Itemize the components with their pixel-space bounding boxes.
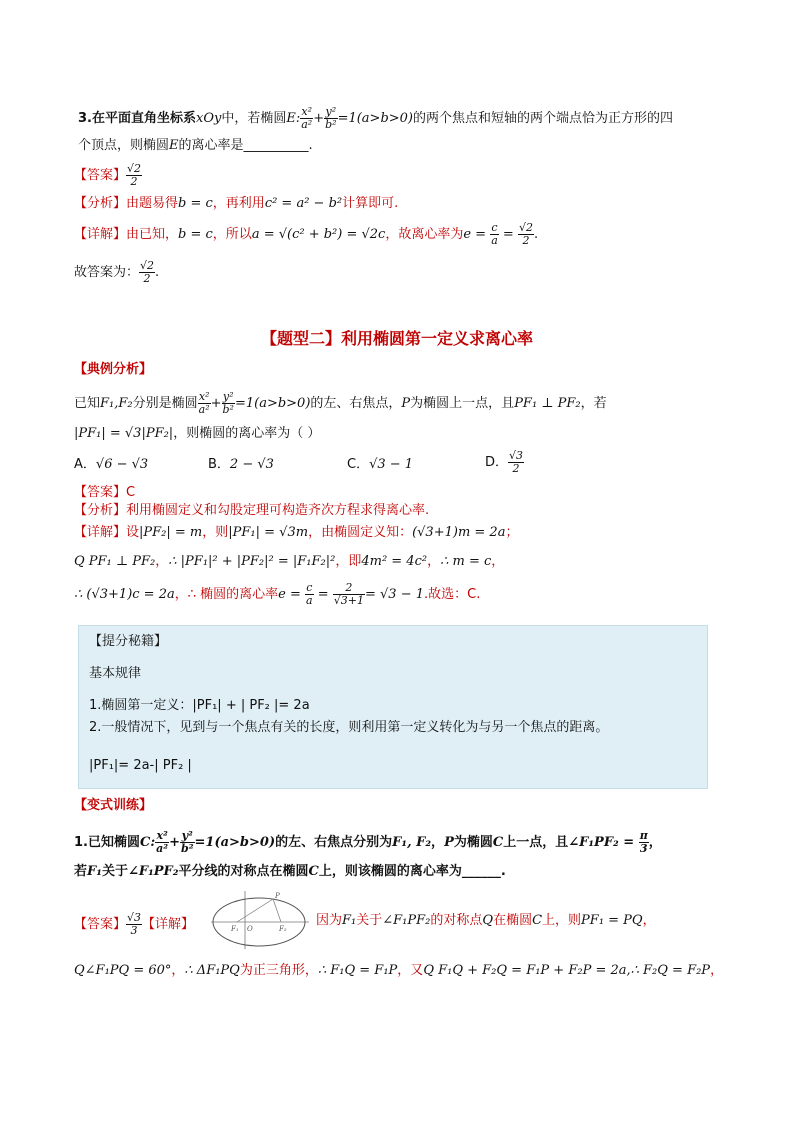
option-label: A． <box>74 457 96 472</box>
variant-eq: ∠F₁PF₂ <box>127 864 179 879</box>
variant-line-2 <box>74 862 506 882</box>
analysis-eq: b = c <box>178 196 213 211</box>
detail-eq: ∴ F₁Q = F₁P <box>317 963 398 978</box>
section-title: 【题型二】利用椭圆第一定义求离心率 <box>260 329 533 348</box>
detail-eq: |PF₂| = m <box>139 525 203 540</box>
variant-eq: F₁, F₂ <box>392 835 432 850</box>
option-label: C． <box>347 457 370 472</box>
detail-eq: b = c <box>178 227 213 242</box>
q3-ellipse-name-2: E <box>169 138 179 153</box>
answer-fraction: $\frac{√3}{3}$ <box>127 911 142 937</box>
detail-text: 的对称点 <box>430 913 483 928</box>
variant-text: 若 <box>74 864 88 879</box>
final-text: 故答案为： <box>74 265 140 280</box>
detail-text: ， <box>642 913 656 928</box>
detail-eq: e = <box>463 227 487 242</box>
analysis-tag: 【分析】 <box>74 503 127 518</box>
tips-box <box>78 625 708 789</box>
q3-line2 <box>78 136 313 156</box>
detail-text: 由已知， <box>126 227 179 242</box>
detail-eq: F₁ <box>342 913 357 928</box>
detail-eq: ∴ ΔF₁PQ <box>184 963 240 978</box>
segment-f2p <box>273 899 281 922</box>
analysis-text: 利用椭圆定义和勾股定理可构造齐次方程求得离心率. <box>126 503 430 518</box>
detail-text: ， <box>155 554 169 569</box>
variant-text: 关于 <box>101 864 128 879</box>
option-label: D． <box>485 455 509 470</box>
variant-text: 上，则该椭圆的离心率为______. <box>318 864 506 879</box>
detail-text: .故选：C. <box>424 587 481 602</box>
variant-eq: F₁ <box>87 864 102 879</box>
q3-text: 的离心率是__________. <box>178 138 313 153</box>
label-p: P <box>275 892 280 900</box>
detail-text: ∴ 椭圆的离心率 <box>187 587 279 602</box>
example-analysis <box>74 501 429 521</box>
tips-title: 【提分秘籍】 <box>89 634 168 649</box>
detail-eq: e = <box>278 587 301 602</box>
detail-text: ， <box>710 963 724 978</box>
detail-fraction: $\frac{c}{a}$ <box>306 581 313 607</box>
variant-text: 1.已知椭圆 <box>74 835 140 850</box>
detail-text: ， <box>427 554 441 569</box>
variant-ellipse-eq: : $\frac{\text{x²}}{\text{a²}}$ + $\frac{\text{y²}}{\text{b²}}$ =1(a>b>0) <box>150 829 276 855</box>
tips-subtitle: 基本规律 <box>89 666 142 681</box>
detail-fraction: $\frac{√2}{2}$ <box>518 221 533 247</box>
label-f2: F₂ <box>279 925 287 933</box>
variant-eq: ∠F₁PF₂ = <box>568 835 635 850</box>
variant-text: 的左、右焦点分别为 <box>275 835 393 850</box>
q3-line1 <box>78 106 673 131</box>
detail-text: ，则 <box>202 525 229 540</box>
variant-answer <box>74 912 194 937</box>
detail-text: ，由椭圆定义知： <box>308 525 413 540</box>
tips-rule-3: |PF₁|= 2a-| PF₂ | <box>89 758 192 773</box>
variant-detail-1 <box>316 911 656 931</box>
stem-eq: P <box>401 396 411 411</box>
stem-eq: |PF₁| = √3|PF₂| <box>74 426 174 441</box>
example-answer <box>74 483 135 503</box>
q3-text: 3.在平面直角坐标系 <box>78 111 196 126</box>
stem-text: 为椭圆上一点，且 <box>410 396 515 411</box>
stem-eq: F₁,F₂ <box>100 396 133 411</box>
detail-fraction: $\frac{2}{√3+1}$ <box>333 581 364 607</box>
detail-eq: Q F₁Q + F₂Q = F₁P + F₂P = 2a,∴ F₂Q = F₂P <box>423 963 711 978</box>
detail-eq: a = √(c² + b²) = √2c <box>251 227 386 242</box>
detail-text: 关于 <box>356 913 383 928</box>
detail-eq: C <box>532 913 543 928</box>
variant-text: 平分线的对称点在椭圆 <box>178 864 309 879</box>
tips-rule-2: 2.一般情况下，见到与一个焦点有关的长度，则利用第一定义转化为与另一个焦点的距离。 <box>89 720 609 735</box>
variant-tag: 【变式训练】 <box>74 798 153 813</box>
q3-text: 的两个焦点和短轴的两个端点恰为正方形的四 <box>413 111 674 126</box>
stem-text: 已知 <box>74 396 101 411</box>
q3-ellipse-eq: : $\frac{\text{x²}}{\text{a²}}$ + $\frac{\text{y²}}{\text{b²}}$ =1(a>b>0) <box>295 105 413 131</box>
segment-f1p <box>237 899 273 922</box>
detail-fraction: $\frac{c}{a}$ <box>491 221 498 247</box>
detail-text: ， <box>491 554 505 569</box>
q3-analysis <box>74 194 398 214</box>
q3-text: 中，若椭圆 <box>221 111 287 126</box>
stem-eq: PF₁ ⊥ PF₂ <box>514 396 581 411</box>
stem-text: 的左、右焦点， <box>310 396 402 411</box>
detail-text: ， <box>174 587 188 602</box>
option-label: B． <box>208 457 230 472</box>
detail-eq: Q <box>482 913 494 928</box>
detail-text: 为正三角形， <box>239 963 318 978</box>
option-d-fraction: $\frac{√3}{2}$ <box>509 449 524 475</box>
variant-eq: C <box>308 864 319 879</box>
example-stem-1 <box>74 391 607 416</box>
q3-detail: 【详解】由已知，b = c，所以a = √(c² + b²) = √2c，故离心率为e = $\frac{c}{a}$ = $\frac{√2}{2}$ . <box>74 221 539 247</box>
detail-eq: = √3 − 1 <box>364 587 424 602</box>
q3-text: 个顶点，则椭圆 <box>78 138 170 153</box>
detail-text: ，所以 <box>212 227 252 242</box>
q3-ellipse-name: E <box>286 111 296 126</box>
answer-tag: 【答案】 <box>74 485 127 500</box>
detail-eq: Q∠F₁PQ = 60° <box>74 963 172 978</box>
detail-eq: Q PF₁ ⊥ PF₂ <box>74 554 156 569</box>
example-stem-2 <box>74 424 320 444</box>
option-value: √6 − √3 <box>95 457 149 472</box>
detail-eq: 4m² = 4c² <box>361 554 428 569</box>
detail-eq: PF₁ = PQ <box>581 913 643 928</box>
q3-answer <box>74 163 142 188</box>
option-c <box>347 455 413 475</box>
detail-text: ，又 <box>397 963 424 978</box>
stem-text: 分别是椭圆 <box>132 396 198 411</box>
final-fraction: $\frac{√2}{2}$ <box>140 259 155 285</box>
option-d <box>485 450 524 475</box>
variant-text: 为椭圆 <box>453 835 493 850</box>
detail-text: ， <box>171 963 185 978</box>
answer-fraction: $\frac{√2}{2}$ <box>127 162 142 188</box>
variant-fraction: $\frac{\pi}{3}$ <box>639 829 648 855</box>
detail-text: 在椭圆 <box>493 913 533 928</box>
q3-coord: xOy <box>195 111 222 126</box>
detail-eq: ∠F₁PF₂ <box>382 913 431 928</box>
stem-text: ，则椭圆的离心率为（ ） <box>173 426 321 441</box>
example-tag: 【典例分析】 <box>74 362 153 377</box>
example-detail-1 <box>74 523 518 543</box>
detail-tag: 【详解】 <box>74 525 127 540</box>
analysis-tag: 【分析】 <box>74 196 127 211</box>
detail-text: 设 <box>126 525 140 540</box>
detail-eq: ∴ (√3+1)c = 2a <box>74 587 175 602</box>
option-b <box>208 455 274 475</box>
label-f1: F₁ <box>231 925 239 933</box>
detail-eq: ∴ |PF₁|² + |PF₂|² = |F₁F₂|² <box>168 554 336 569</box>
analysis-eq: c² = a² − b² <box>264 196 343 211</box>
detail-eq: (√3+1)m = 2a <box>412 525 506 540</box>
stem-ellipse-eq: $\frac{\text{x²}}{\text{a²}}$ + $\frac{\text{y²}}{\text{b²}}$ =1(a>b>0) <box>198 390 311 416</box>
variant-eq: P <box>444 835 454 850</box>
option-value: 2 − √3 <box>229 457 274 472</box>
variant-eq: C <box>139 835 151 850</box>
detail-text: ，故离心率为 <box>385 227 464 242</box>
example-detail-2 <box>74 552 504 572</box>
analysis-text: ，再利用 <box>212 196 265 211</box>
option-a <box>74 455 148 475</box>
detail-text: 上，则 <box>542 913 582 928</box>
answer-tag: 【答案】 <box>74 168 127 183</box>
variant-text: 上一点，且 <box>503 835 569 850</box>
q3-final: 故答案为： $\frac{√2}{2}$ . <box>74 259 160 285</box>
detail-tag: 【详解】 <box>74 227 127 242</box>
stem-text: ，若 <box>580 396 607 411</box>
detail-text: ； <box>505 525 519 540</box>
label-o: O <box>247 925 253 933</box>
ellipse-figure <box>209 889 311 951</box>
variant-text: ， <box>431 835 445 850</box>
detail-text: ，即 <box>335 554 362 569</box>
detail-text: 因为 <box>316 913 343 928</box>
variant-detail-2 <box>74 961 723 981</box>
variant-eq: C <box>492 835 504 850</box>
answer-value: C <box>126 485 136 500</box>
detail-eq: ∴ m = c <box>440 554 492 569</box>
analysis-text: 计算即可. <box>342 196 399 211</box>
tips-rule-1: 1.椭圆第一定义：|PF₁| + | PF₂ |= 2a <box>89 698 310 713</box>
variant-line-1: 1.已知椭圆C: $\frac{\text{x²}}{\text{a²}}$ + $\frac{\text{y²}}{\text{b²}}$ =1(a>b>0)的左、右焦点分别为F₁, F₂，P为椭圆C上一点，且∠F₁PF₂ = $\frac{\pi}{3}$ ， <box>74 829 662 855</box>
detail-tag: 【详解】 <box>142 917 195 932</box>
answer-tag: 【答案】 <box>74 917 127 932</box>
detail-eq: |PF₁| = √3m <box>228 525 309 540</box>
example-detail-3: ∴ (√3+1)c = 2a，∴ 椭圆的离心率e = $\frac{c}{a}$ = $\frac{2}{√3+1}$ = √3 − 1.故选：C. <box>74 581 481 607</box>
option-value: √3 − 1 <box>369 457 414 472</box>
analysis-text: 由题易得 <box>126 196 179 211</box>
